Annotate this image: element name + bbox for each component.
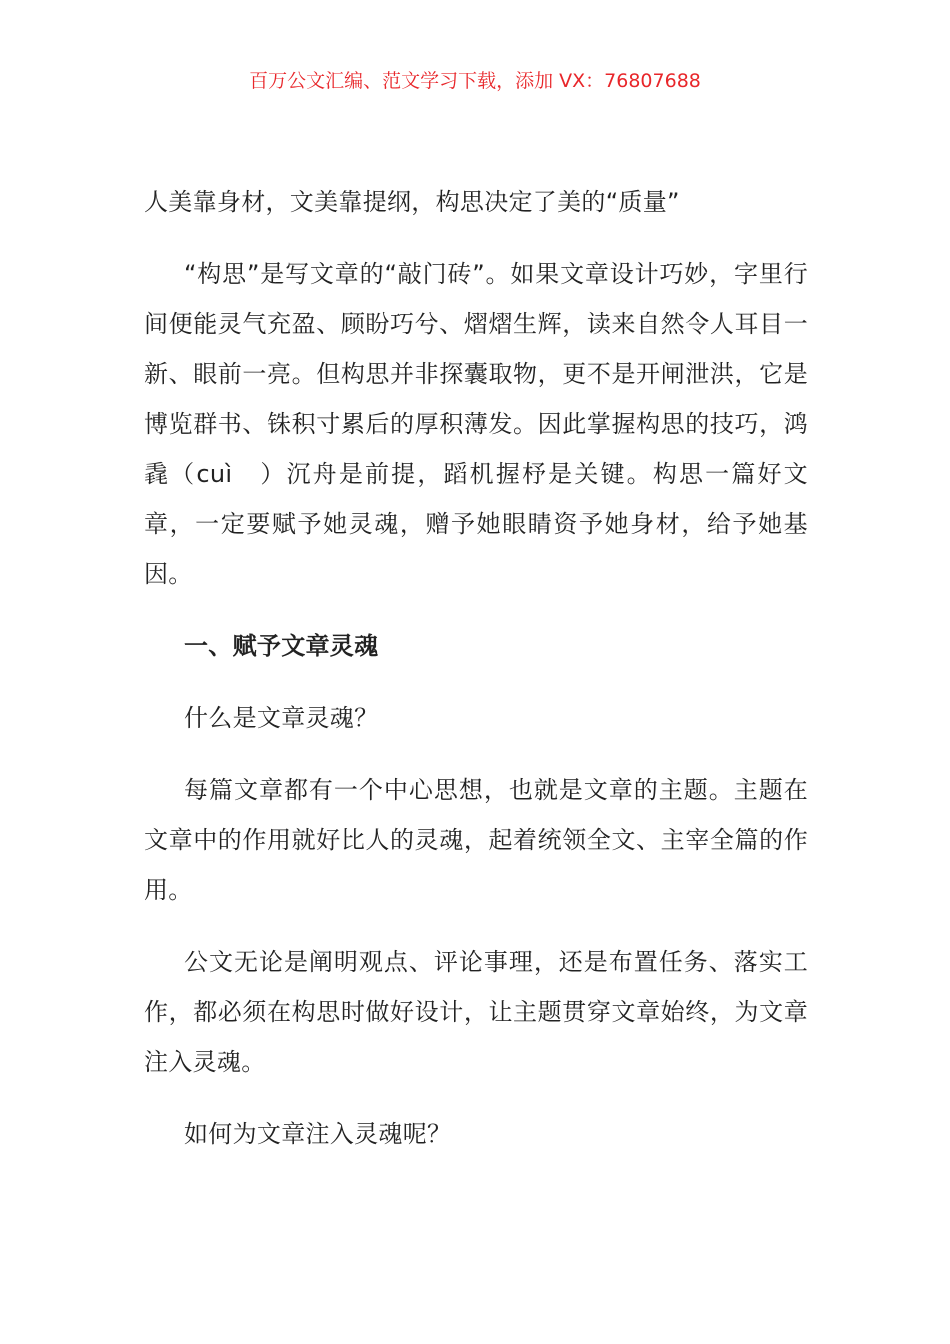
official-doc-paragraph: 公文无论是阐明观点、评论事理，还是布置任务、落实工作，都必须在构思时做好设计，让主题贯穿文章始终，为文章注入灵魂。 (144, 948, 808, 1076)
intro-paragraph: “构思”是写文章的“敲门砖”。如果文章设计巧妙，字里行间便能灵气充盈、顾盼巧兮、熠熠生辉，读来自然令人耳目一新、眼前一亮。但构思并非探囊取物，更不是开闸泄洪，它是博览群书、铢积寸累后的厚积薄发。因此掌握构思的技巧，鸿毳（cuì ）沉舟是前提，蹈机握杼是关键。构思一篇好文章，一定要赋予她灵魂，赠予她眼睛资予她身材，给予她基因。 (144, 260, 808, 588)
watermark-header: 百万公文汇编、范文学习下载，添加 VX：76807688 (249, 70, 701, 92)
theme-paragraph: 每篇文章都有一个中心思想，也就是文章的主题。主题在文章中的作用就好比人的灵魂，起着统领全文、主宰全篇的作用。 (144, 776, 808, 904)
article-title: 人美靠身材，文美靠提纲，构思决定了美的“质量” (144, 188, 680, 216)
article-body (144, 177, 808, 1159)
closing-question: 如何为文章注入灵魂呢？ (184, 1120, 452, 1148)
section-heading: 一、赋予文章灵魂 (184, 632, 379, 660)
question-paragraph: 什么是文章灵魂？ (184, 704, 379, 732)
